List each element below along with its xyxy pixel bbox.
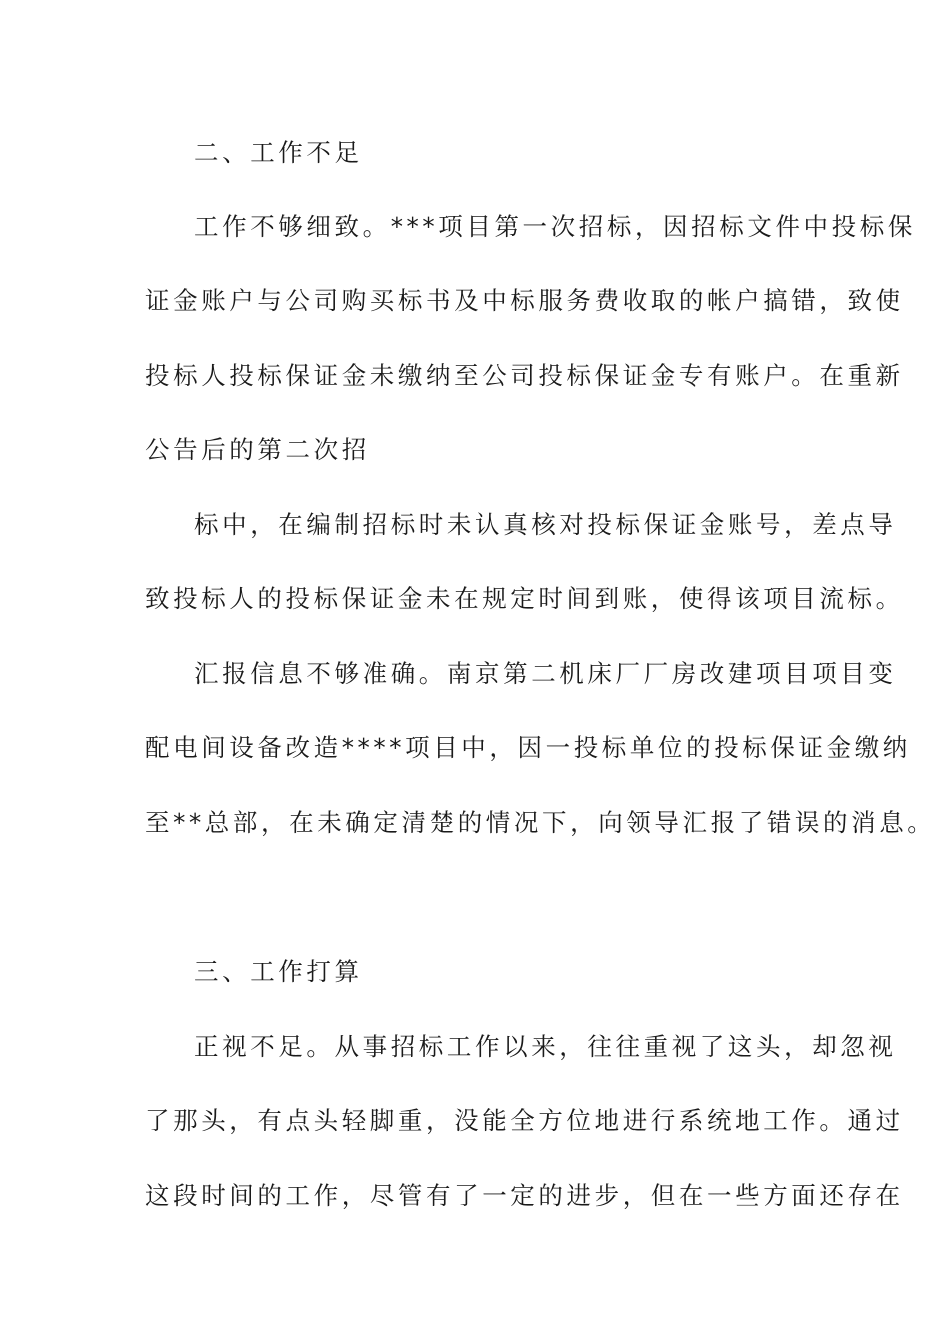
paragraph-line: 公告后的第二次招 [145, 435, 370, 464]
section-heading: 三、工作打算 [194, 957, 363, 986]
paragraph-line: 配电间设备改造****项目中，因一投标单位的投标保证金缴纳 [145, 733, 911, 762]
paragraph-line: 投标人投标保证金未缴纳至公司投标保证金专有账户。在重新 [145, 361, 904, 390]
paragraph-line: 证金账户与公司购买标书及中标服务费收取的帐户搞错，致使 [145, 286, 904, 315]
paragraph-line: 这段时间的工作，尽管有了一定的进步，但在一些方面还存在 [145, 1181, 904, 1210]
paragraph-line: 了那头，有点头轻脚重，没能全方位地进行系统地工作。通过 [145, 1106, 904, 1135]
paragraph-line: 标中，在编制招标时未认真核对投标保证金账号，差点导 [194, 510, 897, 539]
section-heading: 二、工作不足 [194, 138, 363, 167]
paragraph-line: 至**总部，在未确定清楚的情况下，向领导汇报了错误的消息。 [145, 808, 936, 837]
paragraph-line: 正视不足。从事招标工作以来，往往重视了这头，却忽视 [194, 1032, 897, 1061]
paragraph-line: 致投标人的投标保证金未在规定时间到账，使得该项目流标。 [145, 584, 904, 613]
paragraph-line: 工作不够细致。***项目第一次招标，因招标文件中投标保 [194, 212, 916, 241]
paragraph-line: 汇报信息不够准确。南京第二机床厂厂房改建项目项目变 [194, 659, 897, 688]
